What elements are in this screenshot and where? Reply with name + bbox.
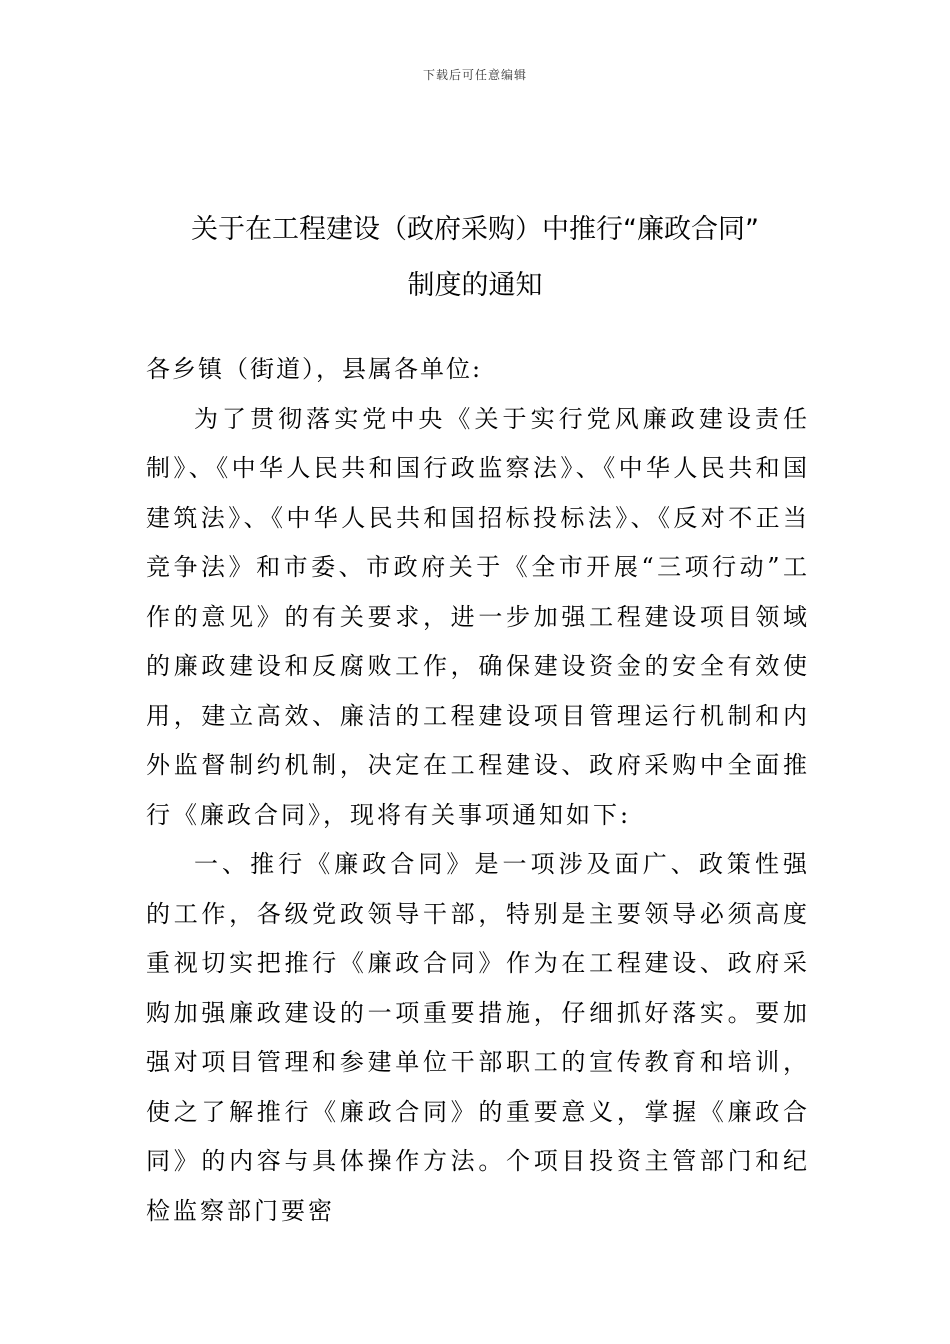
- document-body: [146, 345, 810, 1236]
- paragraph-item-1: 一、推行《廉政合同》是一项涉及面广、政策性强的工作，各级党政领导干部，特别是主要领导必须高度重视切实把推行《廉政合同》作为在工程建设、政府采购加强廉政建设的一项重要措施，仔细抓好落实。要加强对项目管理和参建单位干部职工的宣传教育和培训，使之了解推行《廉政合同》的重要意义，掌握《廉政合同》的内容与具体操作方法。个项目投资主管部门和纪检监察部门要密: [146, 850, 810, 1225]
- salutation: 各乡镇（街道），县属各单位:: [146, 355, 483, 383]
- paragraph-intro: 为了贯彻落实党中央《关于实行党风廉政建设责任制》、《中华人民共和国行政监察法》、《中华人民共和国建筑法》、《中华人民共和国招标投标法》、《反对不正当竞争法》和市委、市政府关于《全市开展“三项行动”工作的意见》的有关要求，进一步加强工程建设项目领域的廉政建设和反腐败工作，确保建设资金的安全有效使用，建立高效、廉洁的工程建设项目管理运行机制和内外监督制约机制，决定在工程建设、政府采购中全面推行《廉政合同》，现将有关事项通知如下:: [146, 404, 810, 829]
- document-title: [0, 202, 950, 314]
- title-line-1: 关于在工程建设（政府采购）中推行“廉政合同”: [191, 214, 759, 245]
- header-note: 下载后可任意编辑: [422, 68, 527, 82]
- title-line-2: 制度的通知: [407, 270, 543, 301]
